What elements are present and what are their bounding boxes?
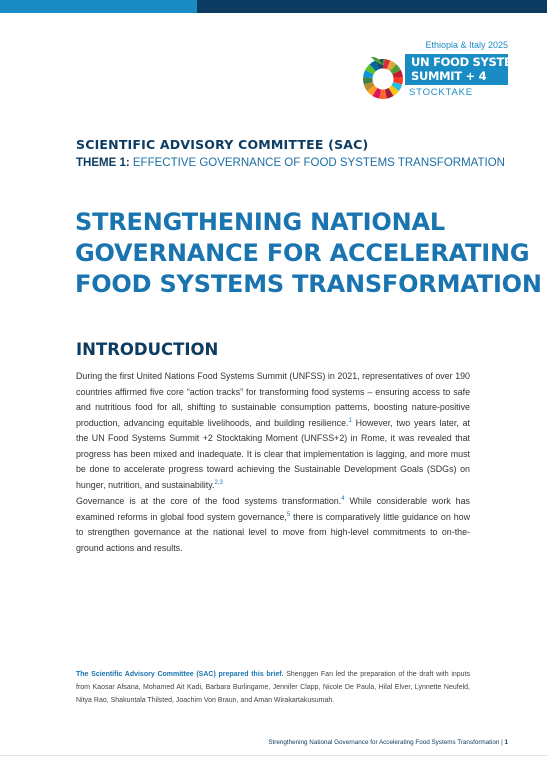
top-bar-light-segment bbox=[0, 0, 197, 13]
document-title bbox=[75, 207, 542, 300]
logo-line-2: SUMMIT + 4 bbox=[411, 69, 487, 83]
credits-lead: The Scientific Advisory Committee (SAC) prepared this brief. bbox=[76, 671, 284, 678]
footnote-ref[interactable]: 1 bbox=[348, 417, 352, 424]
page-footer bbox=[268, 739, 508, 746]
footer-text: Strengthening National Governance for Accelerating Food Systems Transformation | bbox=[268, 739, 503, 746]
title-line-2: GOVERNANCE FOR ACCELERATING bbox=[75, 239, 530, 267]
theme-label: THEME 1: bbox=[76, 157, 130, 169]
introduction-heading: INTRODUCTION bbox=[76, 340, 219, 359]
theme-text: EFFECTIVE GOVERNANCE OF FOOD SYSTEMS TRANSFORMATION bbox=[132, 157, 505, 169]
p1-text-a: During the first United Nations Food Systems Summit (UNFSS) in 2021, representatives of over 190 countries affirmed five core “action tracks” for transforming food systems – ensuring access to safe and nutritious food for all, shifting to sustainable consumption patterns, boosting nature-positive production, advancing equitable livelihoods, and building resilience. bbox=[76, 371, 470, 428]
p2-text-a: Governance is at the core of the food systems transformation. bbox=[76, 496, 342, 506]
title-line-1: STRENGTHENING NATIONAL bbox=[75, 208, 445, 236]
summit-logo bbox=[357, 40, 531, 102]
sdg-wheel-icon bbox=[359, 52, 407, 100]
p2-text-b: While considerable work has examined reforms in global food system governance, bbox=[76, 496, 470, 522]
top-color-bar bbox=[0, 0, 547, 13]
committee-heading: SCIENTIFIC ADVISORY COMMITTEE (SAC) bbox=[76, 137, 369, 152]
page-number: 1 bbox=[504, 739, 508, 746]
footnote-ref[interactable]: 2,3 bbox=[214, 479, 223, 486]
p1-text-b: However, two years later, at the UN Food Systems Summit +2 Stocktaking Moment (UNFSS+2) in Rome, it was revealed that progress has been mixed and inadequate. It is clear that implementation is lagging, and more must be done to accelerate progress toward achieving the Sustainable Development Goals (SDGs) on hunger, nutrition, and sustainability. bbox=[76, 417, 470, 490]
p2-text-c: there is comparatively little guidance on how to strengthen governance at the national level to move from high-level commitments to on-the-ground actions and results. bbox=[76, 511, 470, 553]
title-line-3: FOOD SYSTEMS TRANSFORMATION bbox=[75, 270, 542, 298]
intro-paragraph-1 bbox=[76, 369, 470, 493]
credits-text: Shenggen Fan led the preparation of the draft with inputs from Kaosar Afsana, Mohamed Ait Kadi, Barbara Burlingame, Jennifer Clapp, Nicole De Paula, Hilal Elver, Lynnette Neufeld, Nitya Rao, Shakuntala Thilsted, Joachim Von Braun, and Aman Wirakartakusumah. bbox=[76, 671, 470, 704]
logo-location: Ethiopia & Italy 2025 bbox=[425, 40, 508, 50]
footnote-ref[interactable]: 4 bbox=[341, 496, 345, 503]
credits-note bbox=[76, 668, 470, 707]
footnote-ref[interactable]: 5 bbox=[286, 511, 291, 518]
logo-stocktake: STOCKTAKE bbox=[409, 87, 473, 98]
top-bar-dark-segment bbox=[197, 0, 547, 13]
intro-paragraph-2 bbox=[76, 494, 470, 556]
logo-line-1: UN FOOD SYSTEMS bbox=[411, 55, 531, 69]
footer-divider bbox=[0, 755, 547, 756]
theme-line bbox=[76, 157, 505, 169]
